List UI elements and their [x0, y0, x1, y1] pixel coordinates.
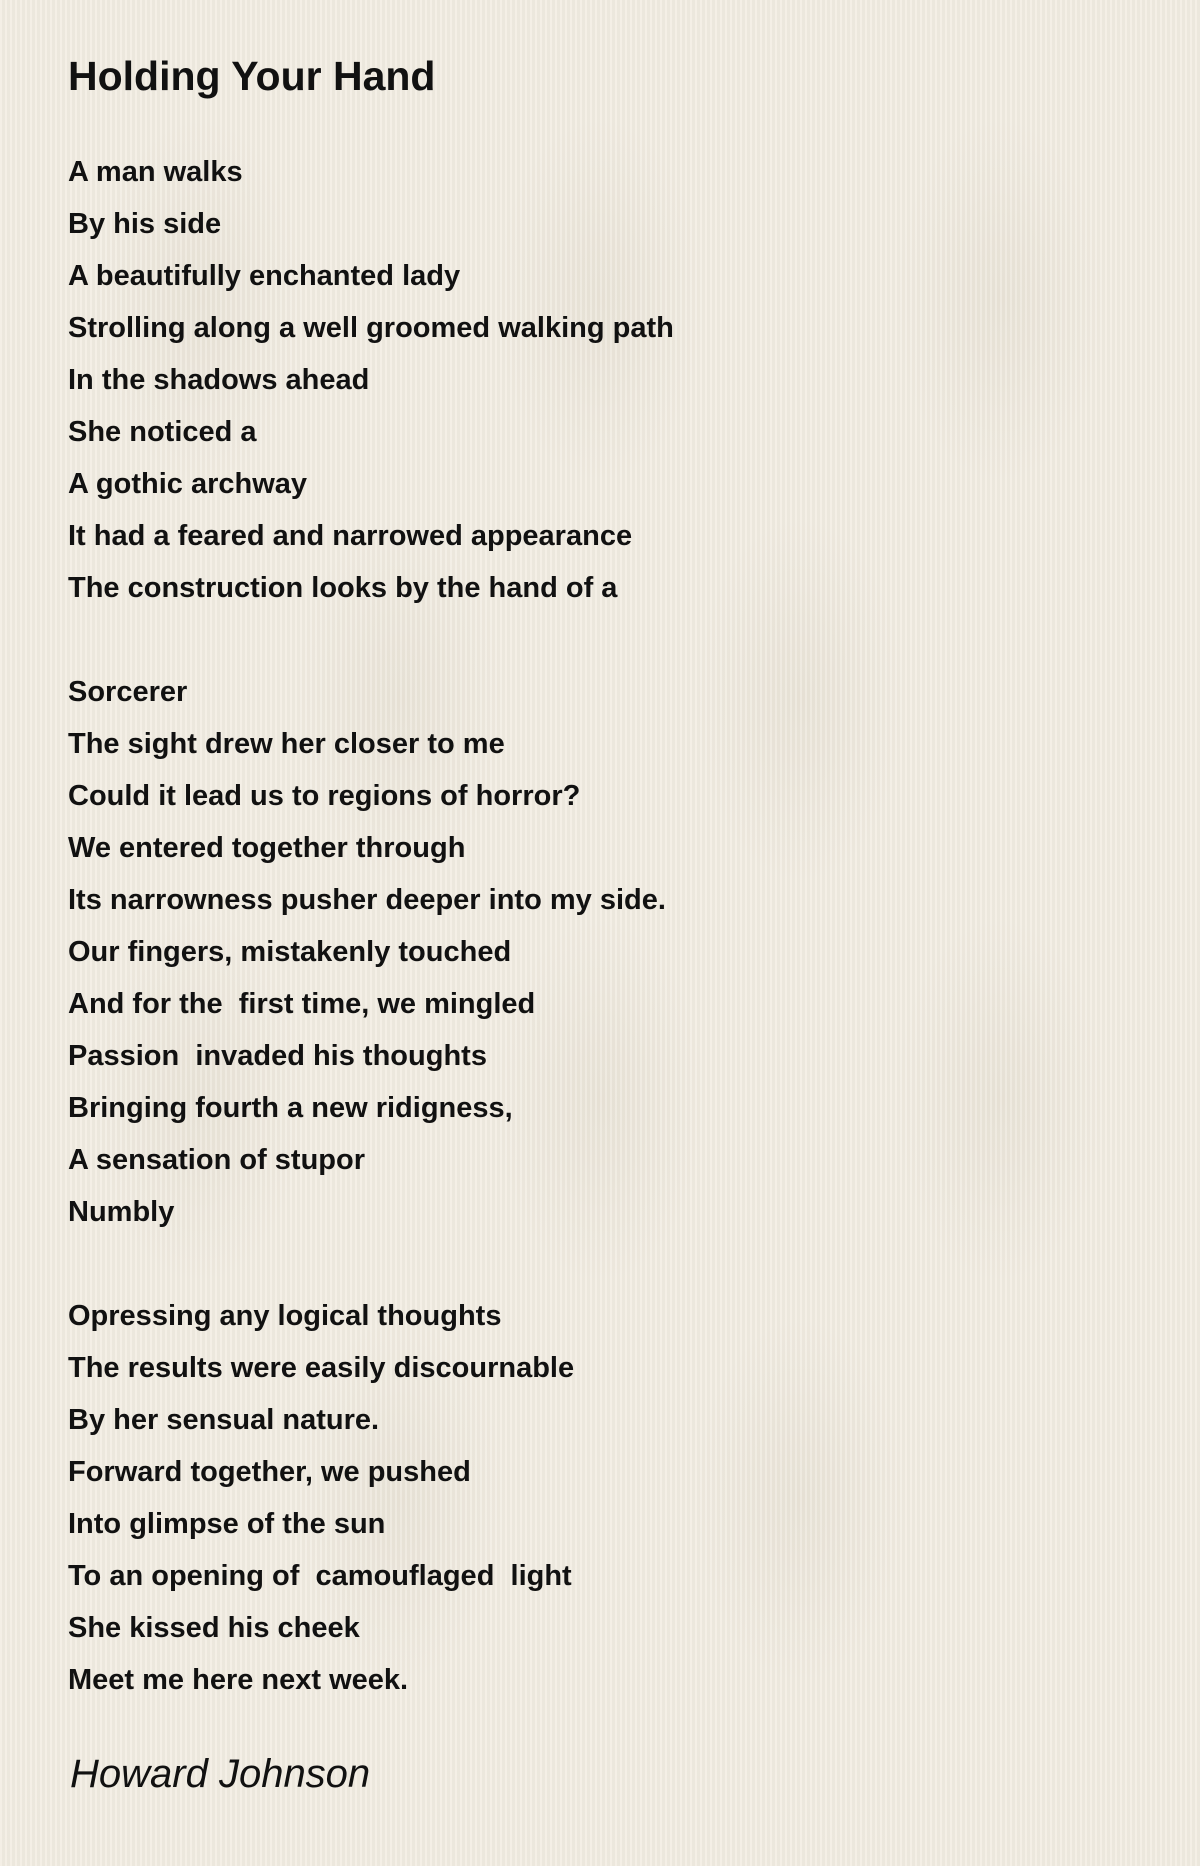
stanza-1: [68, 146, 1128, 614]
poem-line: Meet me here next week.: [68, 1664, 409, 1696]
poem-line: In the shadows ahead: [68, 364, 370, 396]
poem-line: A sensation of stupor: [68, 1144, 365, 1176]
poem-line: Bringing fourth a new ridigness,: [68, 1092, 513, 1124]
poem-line: She noticed a: [68, 416, 257, 448]
poem-line: Its narrowness pusher deeper into my side.: [68, 884, 666, 916]
poem-line: A gothic archway: [68, 468, 308, 500]
poem-line: By her sensual nature.: [68, 1404, 380, 1436]
poem-line: The sight drew her closer to me: [68, 728, 505, 760]
poem-line: Strolling along a well groomed walking path: [68, 312, 674, 344]
poem-title: Holding Your Hand: [68, 53, 436, 99]
poem-line: We entered together through: [68, 832, 466, 864]
poem-line: A man walks: [68, 156, 243, 188]
poem-line: She kissed his cheek: [68, 1612, 360, 1644]
poem-line: A beautifully enchanted lady: [68, 260, 461, 292]
poem-line: And for the first time, we mingled: [68, 988, 536, 1020]
poem-body: [68, 146, 1128, 1706]
poem-line: The results were easily discournable: [68, 1352, 575, 1384]
poem-line: Numbly: [68, 1196, 175, 1228]
poem-line: Sorcerer: [68, 676, 188, 708]
poem-page: [68, 50, 1128, 1800]
poem-line: It had a feared and narrowed appearance: [68, 520, 633, 552]
poem-author: Howard Johnson: [70, 1752, 371, 1796]
poem-line: The construction looks by the hand of a: [68, 572, 618, 604]
poem-line: Into glimpse of the sun: [68, 1508, 386, 1540]
poem-line: Opressing any logical thoughts: [68, 1300, 502, 1332]
poem-line: Could it lead us to regions of horror?: [68, 780, 581, 812]
poem-line: Our fingers, mistakenly touched: [68, 936, 512, 968]
poem-line: Passion invaded his thoughts: [68, 1040, 487, 1072]
poem-line: To an opening of camouflaged light: [68, 1560, 572, 1592]
poem-line: Forward together, we pushed: [68, 1456, 471, 1488]
stanza-3: [68, 1290, 1128, 1706]
poem-line: By his side: [68, 208, 222, 240]
stanza-2: [68, 666, 1128, 1238]
